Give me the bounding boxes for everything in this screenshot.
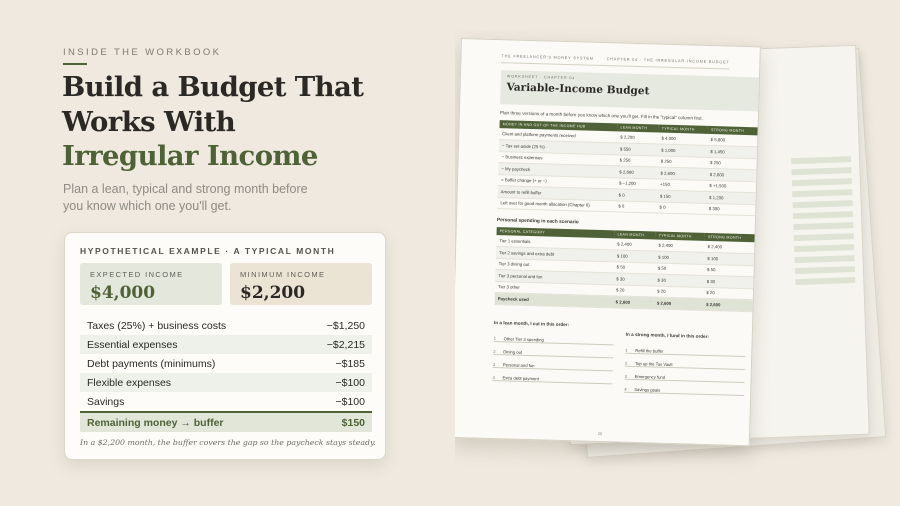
- headline-line-1: Build a Budget That: [62, 71, 364, 103]
- budget-row-value: −$100: [335, 395, 365, 408]
- strong-month-list: [624, 332, 746, 397]
- table-cell: $ +1,500: [706, 180, 756, 193]
- table-cell: $ 250: [658, 156, 708, 169]
- table-cell: $ 2,600: [657, 167, 707, 180]
- list-item-text: Personal and fun: [502, 362, 535, 369]
- table-header: PERSONAL CATEGORY: [497, 227, 615, 238]
- table-cell: $ 100: [704, 252, 754, 265]
- card-title: HYPOTHETICAL EXAMPLE · A TYPICAL MONTH: [80, 246, 336, 256]
- table-cell: $ 2,400: [705, 241, 755, 254]
- table-cell: $ 2,600: [613, 296, 655, 309]
- budget-total-value: $150: [341, 416, 365, 429]
- worksheet-eyebrow: WORKSHEET · CHAPTER 04: [506, 74, 576, 81]
- table-cell: $ 20: [654, 285, 704, 298]
- page-header-right: CHAPTER 04 · THE IRREGULAR-INCOME BUDGET: [606, 57, 730, 65]
- list-item-number: 2: [624, 360, 628, 366]
- budget-row-label: Taxes (25%) + business costs: [87, 319, 227, 332]
- table-cell: − Tax set-aside (25 %): [499, 140, 617, 155]
- table-cell: $ 2,400: [655, 240, 705, 253]
- table-cell: − My paycheck: [498, 163, 616, 178]
- expected-income-label: EXPECTED INCOME: [90, 270, 184, 279]
- budget-row: [80, 392, 372, 411]
- example-card: [64, 232, 386, 460]
- table-cell: $ 0: [616, 189, 658, 202]
- page-header-left: THE FREELANCER'S MONEY SYSTEM: [501, 54, 594, 61]
- headline: [62, 70, 382, 174]
- income-hub-table: [497, 120, 757, 216]
- table-cell: $ 5,800: [708, 134, 758, 147]
- table-cell: = Buffer change (+ or −): [498, 174, 616, 189]
- table-header: STRONG MONTH: [705, 233, 755, 242]
- budget-row: [80, 316, 372, 335]
- table-cell: $ 4,000: [658, 133, 708, 146]
- list-item-text: Other Tier 3 spending: [503, 336, 544, 343]
- worksheet-title: Variable-Income Budget: [506, 81, 650, 98]
- table-cell: − Business expenses: [499, 151, 617, 166]
- table-cell: $ 30: [654, 274, 704, 287]
- list-item-number: 4: [492, 375, 495, 381]
- back-page-lines: [791, 156, 856, 290]
- eyebrow-rule: [63, 63, 87, 65]
- budget-total-row: [80, 411, 372, 432]
- personal-spending-table: [495, 227, 755, 312]
- table-cell: $ 150: [657, 190, 707, 203]
- budget-row-label: Essential expenses: [87, 338, 178, 351]
- budget-row: [80, 373, 372, 392]
- list-item-text: Top up the Tax Vault: [634, 360, 673, 368]
- lean-month-list: [492, 320, 614, 385]
- worksheet-heading: [500, 70, 759, 111]
- budget-total-label: Remaining money → buffer: [87, 416, 224, 429]
- table-cell: Tier 3 personal and fun: [495, 270, 613, 285]
- table-cell: $ 100: [655, 251, 705, 264]
- list-item-number: 3: [624, 373, 628, 379]
- headline-line-3: Irregular Income: [62, 140, 318, 172]
- list-item-number: 3: [492, 362, 496, 368]
- table-cell: $ 30: [613, 273, 655, 286]
- budget-row: [80, 335, 372, 354]
- table-cell: $ 2,600: [703, 298, 753, 311]
- budget-row-value: −$2,215: [326, 338, 365, 351]
- expected-income-stat: [80, 263, 222, 305]
- table-cell: $ 2,600: [707, 168, 757, 181]
- minimum-income-stat: [230, 263, 372, 305]
- budget-row-value: −$100: [335, 376, 365, 389]
- table-cell: $ 50: [655, 263, 705, 276]
- budget-row-value: −$1,250: [326, 319, 365, 332]
- table-cell: Tier 3 dining out: [496, 258, 614, 273]
- table-cell: $ 250: [707, 157, 757, 170]
- strong-list-heading: In a strong month, I fund in this order:: [625, 331, 710, 340]
- worksheet-page: [455, 38, 761, 446]
- list-item: [492, 369, 612, 384]
- list-item-text: Dining out: [503, 349, 523, 355]
- table-cell: $ 1,000: [658, 144, 708, 157]
- list-item-number: 1: [625, 347, 628, 353]
- table-header: LEAN MONTH: [614, 230, 655, 239]
- worksheet-intro: Plan three versions of a month before you know which one you'll get. Fill in the "typical" column first.: [499, 110, 703, 121]
- table-header: TYPICAL MONTH: [656, 232, 705, 241]
- table-cell: Paycheck used: [495, 293, 613, 308]
- table-cell: Client and platform payments received: [499, 128, 617, 143]
- list-item-number: 4: [624, 386, 627, 392]
- table-cell: +150: [657, 179, 707, 192]
- table-cell: Amount to refill buffer: [498, 186, 616, 201]
- table-header: STRONG MONTH: [708, 126, 758, 135]
- table-cell: $ 300: [706, 203, 756, 216]
- list-item-number: 1: [493, 336, 497, 342]
- table-header: TYPICAL MONTH: [659, 125, 708, 134]
- page-number: 20: [597, 430, 603, 437]
- list-item-number: 2: [493, 349, 496, 355]
- table-cell: Left over for good-month allocation (Chapter 6): [497, 197, 615, 212]
- minimum-income-label: MINIMUM INCOME: [240, 270, 326, 279]
- workbook-mockup: [455, 30, 900, 506]
- table-cell: Tier 1 essentials: [496, 235, 614, 250]
- list-item: [624, 381, 744, 396]
- table-cell: $ 30: [704, 275, 754, 288]
- table-cell: $ 20: [613, 284, 655, 297]
- expected-income-value: $4,000: [90, 283, 156, 303]
- list-item-text: Savings goals: [634, 386, 661, 393]
- table-cell: Tier 3 other: [495, 281, 613, 296]
- budget-row-label: Savings: [87, 395, 125, 408]
- table-cell: Tier 2 savings and extra debt: [496, 247, 614, 262]
- list-item-text: Emergency fund: [634, 373, 666, 380]
- table-header: MONEY IN AND OUT OF THE INCOME HUB: [499, 120, 617, 131]
- list-item-text: Refill the buffer: [635, 347, 664, 354]
- eyebrow-label: INSIDE THE WORKBOOK: [63, 47, 222, 58]
- card-note: In a $2,200 month, the buffer covers the gap so the paycheck stays steady.: [80, 438, 376, 447]
- table-cell: $ 50: [704, 264, 754, 277]
- minimum-income-value: $2,200: [240, 283, 306, 303]
- table-cell: $ 0: [615, 200, 657, 213]
- table-cell: $ −1,200: [616, 177, 658, 190]
- table-cell: $ 1,450: [707, 145, 757, 158]
- budget-rows: [80, 316, 372, 432]
- section-heading: Personal spending in each scenario: [496, 218, 579, 226]
- table-cell: $ 2,600: [654, 297, 704, 310]
- table-cell: $ 20: [703, 287, 753, 300]
- table-cell: $ 250: [616, 154, 658, 167]
- table-cell: $ 2,200: [617, 131, 659, 144]
- table-cell: $ 2,600: [616, 166, 658, 179]
- budget-row-label: Debt payments (minimums): [87, 357, 216, 370]
- budget-row: [80, 354, 372, 373]
- list-item-text: Extra debt payment: [502, 375, 539, 382]
- headline-line-2: Works With: [62, 105, 236, 138]
- budget-row-label: Flexible expenses: [87, 376, 172, 389]
- table-cell: $ 2,400: [614, 238, 656, 251]
- table-cell: $ 0: [656, 202, 706, 215]
- table-cell: $ 550: [617, 143, 659, 156]
- subhead: Plan a lean, typical and strong month before you know which one you'll get.: [63, 182, 308, 213]
- budget-row-value: −$185: [335, 357, 365, 370]
- table-header: LEAN MONTH: [617, 123, 658, 132]
- table-cell: $ 1,200: [706, 191, 756, 204]
- table-cell: $ 100: [614, 250, 656, 263]
- lean-list-heading: In a lean month, I cut in this order:: [493, 320, 570, 328]
- table-cell: $ 50: [614, 261, 656, 274]
